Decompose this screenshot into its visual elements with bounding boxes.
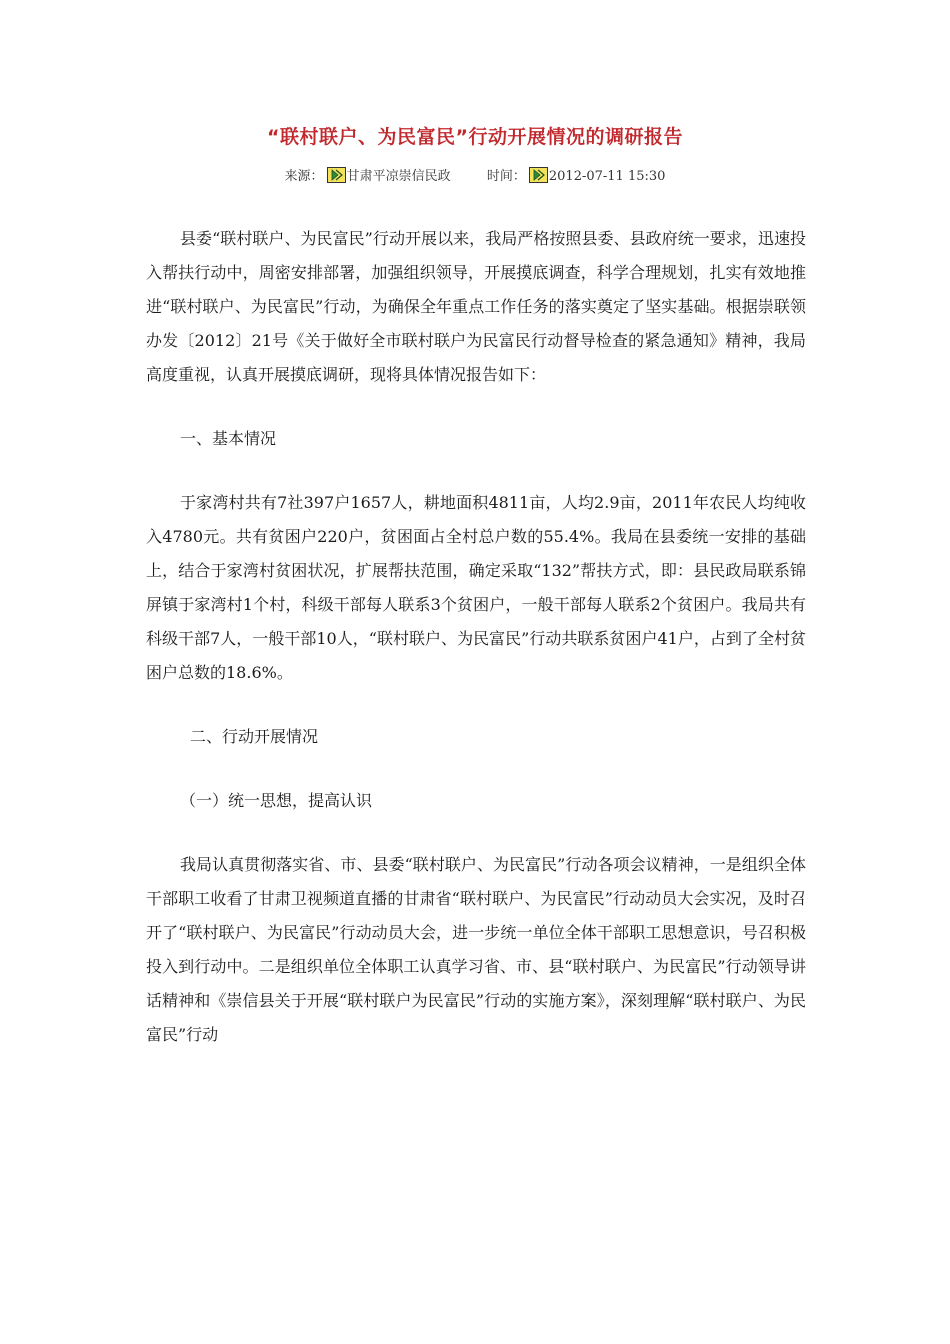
article-body: [146, 222, 806, 1052]
page-title: “联村联户、为民富民”行动开展情况的调研报告: [267, 126, 683, 148]
section-heading-basic: 一、基本情况: [180, 429, 277, 448]
paragraph-basic: 于家湾村共有7社397户1657人，耕地面积4811亩，人均2.9亩，2011年农民人均纯收入4780元。共有贫困户220户，贫困面占全村总户数的55.4%。我局在县委统一安排的基础上，结合于家湾村贫困状况，扩展帮扶范围，确定采取“132”帮扶方式，即：县民政局联系锦屏镇于家湾村1个村，科级干部每人联系3个贫困户，一般干部每人联系2个贫困户。我局共有科级干部7人，一般干部10人，“联村联户、为民富民”行动共联系贫困户41户，占到了全村贫困户总数的18.6%。: [146, 493, 806, 682]
section-heading-actions: 二、行动开展情况: [190, 727, 319, 746]
meta-line: [0, 165, 950, 184]
paragraph-actions: 我局认真贯彻落实省、市、县委“联村联户、为民富民”行动各项会议精神，一是组织全体干部职工收看了甘肃卫视频道直播的甘肃省“联村联户、为民富民”行动动员大会实况，及时召开了“联村联户、为民富民”行动动员大会，进一步统一单位全体干部职工思想意识，号召积极投入到行动中。二是组织单位全体职工认真学习省、市、县“联村联户、为民富民”行动领导讲话精神和《崇信县关于开展“联村联户为民富民”行动的实施方案》，深刻理解“联村联户、为民富民”行动: [146, 855, 806, 1044]
subsection-heading-1: （一）统一思想，提高认识: [180, 791, 373, 810]
document-arrow-icon: [529, 167, 548, 183]
source-value: 甘肃平凉崇信民政: [346, 169, 451, 184]
time-value: 2012-07-11 15:30: [548, 169, 666, 184]
paragraph-intro: 县委“联村联户、为民富民”行动开展以来，我局严格按照县委、县政府统一要求，迅速投入帮扶行动中，周密安排部署，加强组织领导，开展摸底调查，科学合理规划，扎实有效地推进“联村联户、为民富民”行动，为确保全年重点工作任务的落实奠定了坚实基础。根据崇联领办发〔2012〕21号《关于做好全市联村联户为民富民行动督导检查的紧急通知》精神，我局高度重视，认真开展摸底调研，现将具体情况报告如下：: [146, 229, 806, 384]
time-label: 时间：: [486, 169, 526, 184]
document-arrow-icon: [327, 167, 346, 183]
source-label: 来源：: [284, 169, 324, 184]
